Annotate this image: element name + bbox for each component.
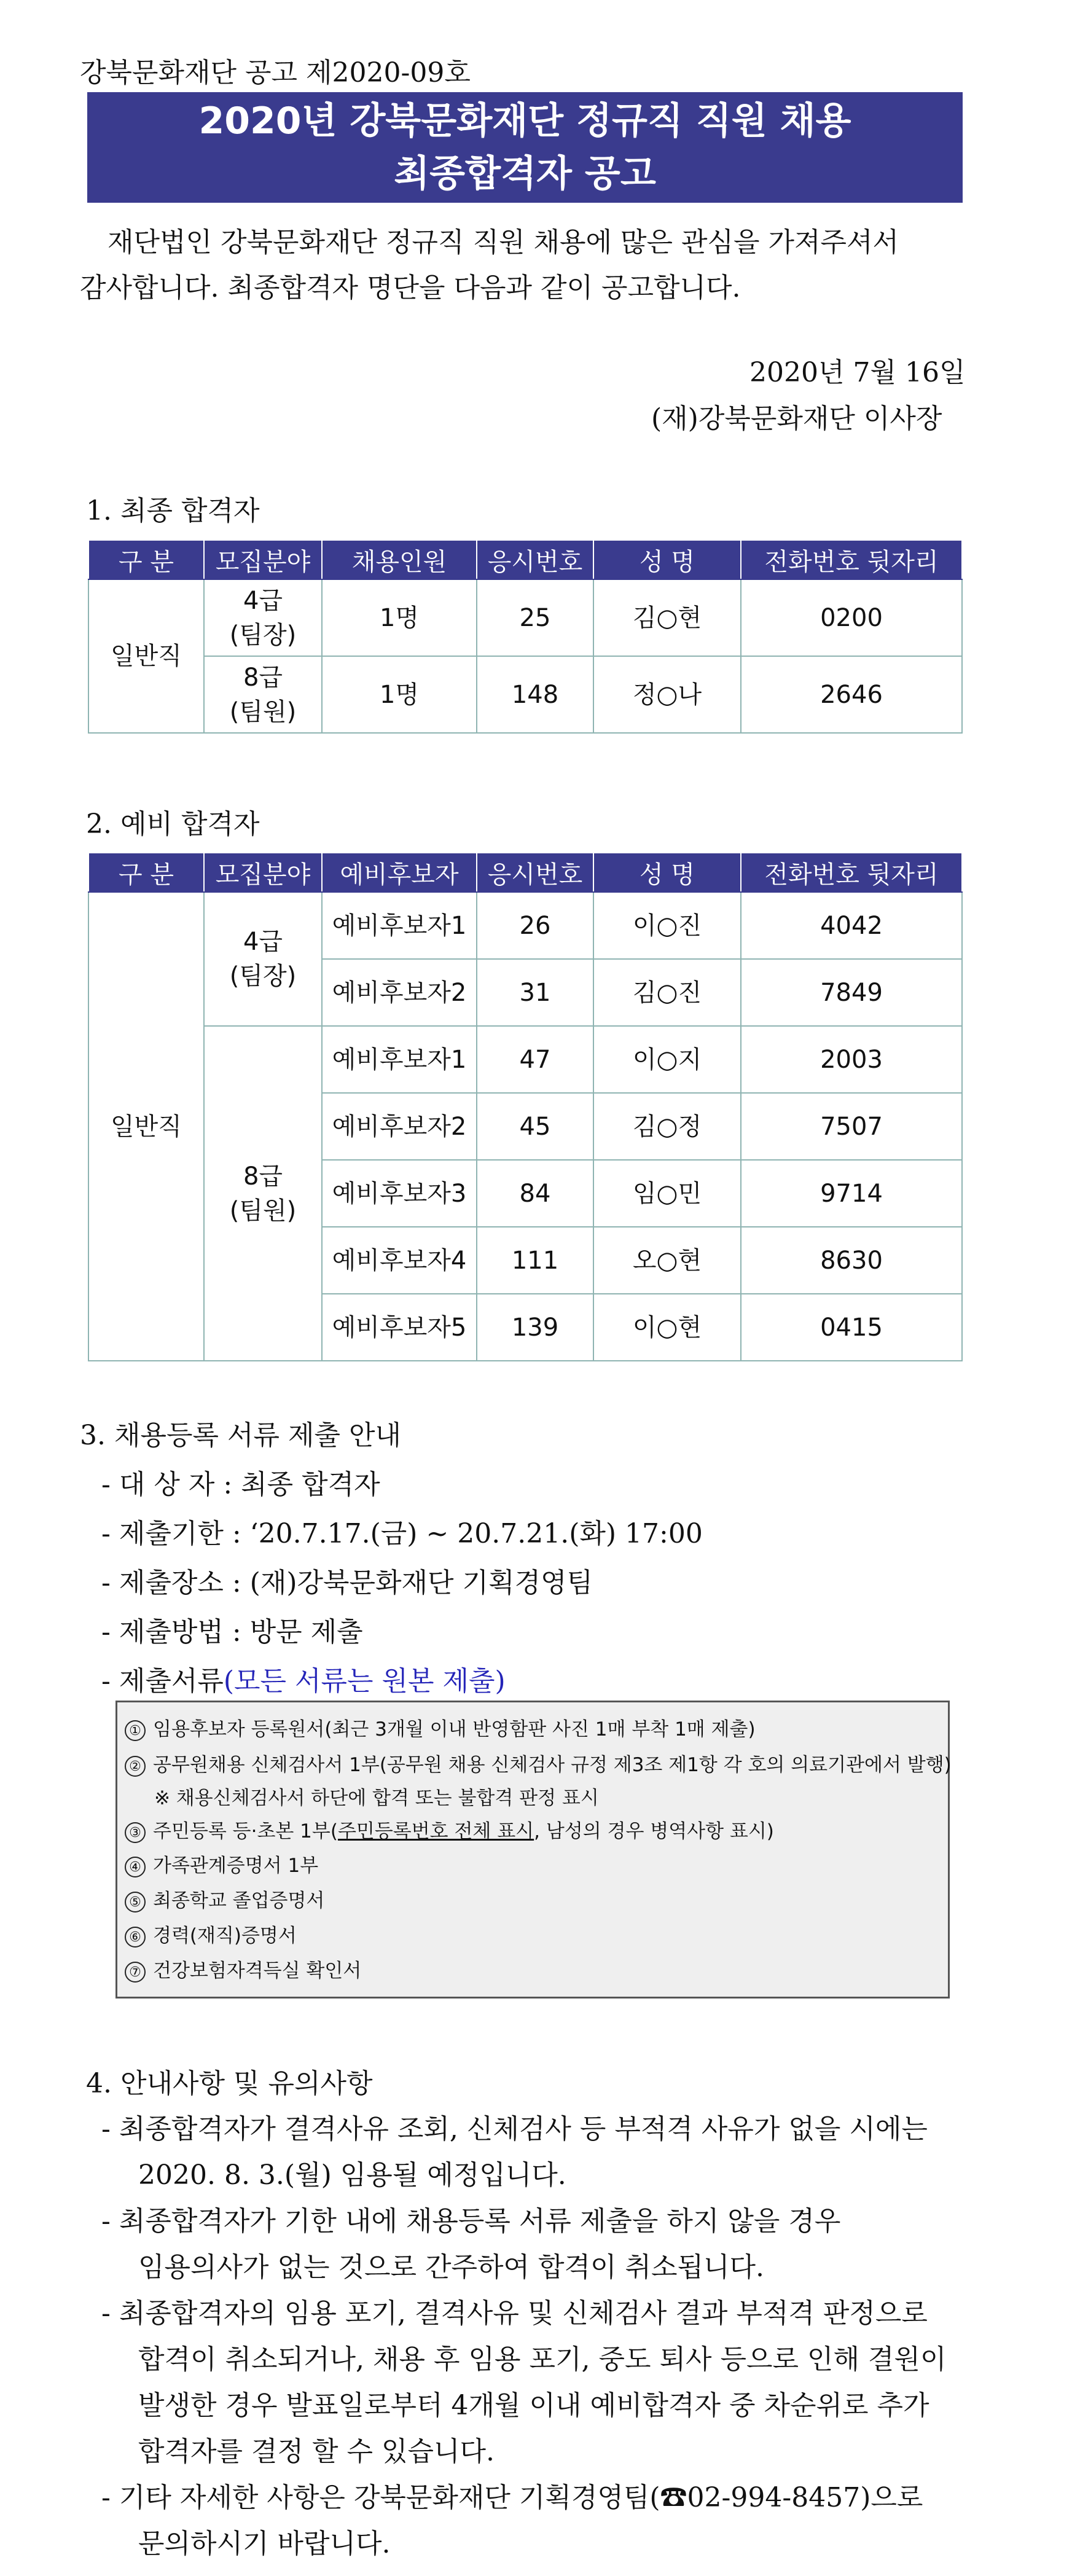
- name-cell: 정○나: [593, 656, 741, 733]
- required-documents-box: [115, 1701, 950, 1999]
- note-1-line-2: 2020. 8. 3.(월) 임용될 예정입니다.: [138, 2159, 566, 2191]
- name-cell: 이○현: [593, 1294, 741, 1361]
- header-candidate: 예비후보자: [322, 853, 477, 892]
- header-phone: 전화번호 뒷자리: [741, 853, 962, 892]
- doc-item-5: ⑤ 최종학교 졸업증명서: [125, 1885, 324, 1912]
- count-cell: 1명: [322, 579, 477, 656]
- number-badge: ⑦: [125, 1962, 146, 1983]
- candidate-cell: 예비후보자2: [322, 1093, 477, 1160]
- notes-list: [101, 2106, 946, 2567]
- name-cell: 김○정: [593, 1093, 741, 1160]
- note-4-line-1: - 기타 자세한 사항은 강북문화재단 기획경영팀(☎02-994-8457)으로: [101, 2482, 923, 2513]
- exam-no-cell: 139: [477, 1294, 593, 1361]
- header-name: 성 명: [593, 540, 741, 579]
- number-badge: ④: [125, 1857, 146, 1877]
- field-cell: 8급 (팀원): [204, 656, 322, 733]
- method-item: - 제출방법 : 방문 제출: [101, 1616, 363, 1648]
- exam-no-cell: 25: [477, 579, 593, 656]
- header-phone: 전화번호 뒷자리: [741, 540, 962, 579]
- table-row: [88, 579, 962, 656]
- phone-cell: 2003: [741, 1026, 962, 1093]
- section1-title: 1. 최종 합격자: [86, 495, 260, 527]
- candidate-cell: 예비후보자2: [322, 959, 477, 1026]
- section3-title: 3. 채용등록 서류 제출 안내: [80, 1420, 401, 1451]
- count-cell: 1명: [322, 656, 477, 733]
- header-category: 구 분: [88, 853, 204, 892]
- exam-no-cell: 47: [477, 1026, 593, 1093]
- title-line-2: 최종합격자 공고: [394, 152, 656, 195]
- header-count: 채용인원: [322, 540, 477, 579]
- phone-cell: 0415: [741, 1294, 962, 1361]
- candidate-cell: 예비후보자1: [322, 1026, 477, 1093]
- doc-item-7: ⑦ 건강보험자격득실 확인서: [125, 1955, 361, 1983]
- name-cell: 김○진: [593, 959, 741, 1026]
- note-1-line-1: - 최종합격자가 결격사유 조회, 신체검사 등 부적격 사유가 없을 시에는: [101, 2113, 928, 2145]
- field-cell: 4급 (팀장): [204, 579, 322, 656]
- note-3-line-2: 합격이 취소되거나, 채용 후 임용 포기, 중도 퇴사 등으로 인해 결원이: [138, 2344, 947, 2375]
- document-number: 강북문화재단 공고 제2020-09호: [80, 57, 471, 88]
- name-cell: 김○현: [593, 579, 741, 656]
- doc-item-4: ④ 가족관계증명서 1부: [125, 1850, 318, 1877]
- exam-no-cell: 26: [477, 892, 593, 959]
- field-cell: 4급 (팀장): [204, 892, 322, 1026]
- note-3-line-4: 합격자를 결정 할 수 있습니다.: [138, 2436, 495, 2467]
- section4-title: 4. 안내사항 및 유의사항: [86, 2068, 373, 2099]
- phone-cell: 0200: [741, 579, 962, 656]
- phone-cell: 9714: [741, 1160, 962, 1227]
- header-field: 모집분야: [204, 540, 322, 579]
- deadline-item: - 제출기한 : ‘20.7.17.(금) ~ 20.7.21.(화) 17:00: [101, 1518, 703, 1549]
- phone-cell: 2646: [741, 656, 962, 733]
- doc-item-1: ① 임용후보자 등록원서(최근 3개월 이내 반영함판 사진 1매 부착 1매 제출): [125, 1713, 756, 1741]
- note-2-line-2: 임용의사가 없는 것으로 간주하여 합격이 취소됩니다.: [138, 2252, 765, 2283]
- note-3-line-3: 발생한 경우 발표일로부터 4개월 이내 예비합격자 중 차순위로 추가: [138, 2390, 929, 2421]
- candidate-cell: 예비후보자1: [322, 892, 477, 959]
- category-cell: 일반직: [88, 579, 204, 733]
- header-field: 모집분야: [204, 853, 322, 892]
- documents-item: - 제출서류(모든 서류는 원본 제출): [101, 1666, 506, 1697]
- exam-no-cell: 84: [477, 1160, 593, 1227]
- doc-item-3: ③ 주민등록 등·초본 1부(주민등록번호 전체 표시, 남성의 경우 병역사항 표시): [125, 1815, 774, 1843]
- exam-no-cell: 148: [477, 656, 593, 733]
- name-cell: 이○지: [593, 1026, 741, 1093]
- table-header-row: [88, 853, 962, 892]
- number-badge: ②: [125, 1756, 146, 1777]
- intro-line-1: 재단법인 강북문화재단 정규직 직원 채용에 많은 관심을 가져주셔서: [108, 227, 899, 258]
- issuer: (재)강북문화재단 이사장: [651, 403, 942, 434]
- phone-cell: 4042: [741, 892, 962, 959]
- note-3-line-1: - 최종합격자의 임용 포기, 결격사유 및 신체검사 결과 부적격 판정으로: [101, 2298, 928, 2329]
- table-row: [88, 656, 962, 733]
- number-badge: ⑥: [125, 1927, 146, 1948]
- number-badge: ⑤: [125, 1892, 146, 1912]
- title-banner: [87, 92, 963, 203]
- number-badge: ①: [125, 1720, 146, 1741]
- exam-no-cell: 31: [477, 959, 593, 1026]
- exam-no-cell: 111: [477, 1227, 593, 1294]
- name-cell: 임○민: [593, 1160, 741, 1227]
- name-cell: 이○진: [593, 892, 741, 959]
- phone-cell: 8630: [741, 1227, 962, 1294]
- note-2-line-1: - 최종합격자가 기한 내에 채용등록 서류 제출을 하지 않을 경우: [101, 2206, 841, 2237]
- phone-cell: 7507: [741, 1093, 962, 1160]
- table-header-row: [88, 540, 962, 579]
- reserve-passers-table: [88, 852, 963, 1361]
- target-item: - 대 상 자 : 최종 합격자: [101, 1469, 380, 1500]
- field-cell: 8급 (팀원): [204, 1026, 322, 1361]
- candidate-cell: 예비후보자5: [322, 1294, 477, 1361]
- candidate-cell: 예비후보자3: [322, 1160, 477, 1227]
- final-passers-table: [88, 539, 963, 734]
- note-4-line-2: 문의하시기 바랍니다.: [138, 2528, 391, 2559]
- location-item: - 제출장소 : (재)강북문화재단 기획경영팀: [101, 1567, 593, 1599]
- documents-note: (모든 서류는 원본 제출): [223, 1666, 506, 1697]
- exam-no-cell: 45: [477, 1093, 593, 1160]
- header-name: 성 명: [593, 853, 741, 892]
- doc-item-6: ⑥ 경력(재직)증명서: [125, 1920, 297, 1948]
- header-exam-no: 응시번호: [477, 853, 593, 892]
- table-row: [88, 1026, 962, 1093]
- category-cell: 일반직: [88, 892, 204, 1361]
- number-badge: ③: [125, 1822, 146, 1843]
- phone-cell: 7849: [741, 959, 962, 1026]
- section2-title: 2. 예비 합격자: [86, 808, 260, 840]
- table-row: [88, 892, 962, 959]
- name-cell: 오○현: [593, 1227, 741, 1294]
- doc-item-2-note: ※ 채용신체검사서 하단에 합격 또는 불합격 판정 표시: [154, 1787, 599, 1809]
- announcement-date: 2020년 7월 16일: [749, 357, 966, 388]
- header-exam-no: 응시번호: [477, 540, 593, 579]
- candidate-cell: 예비후보자4: [322, 1227, 477, 1294]
- intro-line-2: 감사합니다. 최종합격자 명단을 다음과 같이 공고합니다.: [80, 272, 741, 303]
- header-category: 구 분: [88, 540, 204, 579]
- title-line-1: 2020년 강북문화재단 정규직 직원 채용: [198, 100, 851, 143]
- doc-item-2: ② 공무원채용 신체검사서 1부(공무원 채용 신체검사 규정 제3조 제1항 각 호의 의료기관에서 발행): [125, 1749, 952, 1777]
